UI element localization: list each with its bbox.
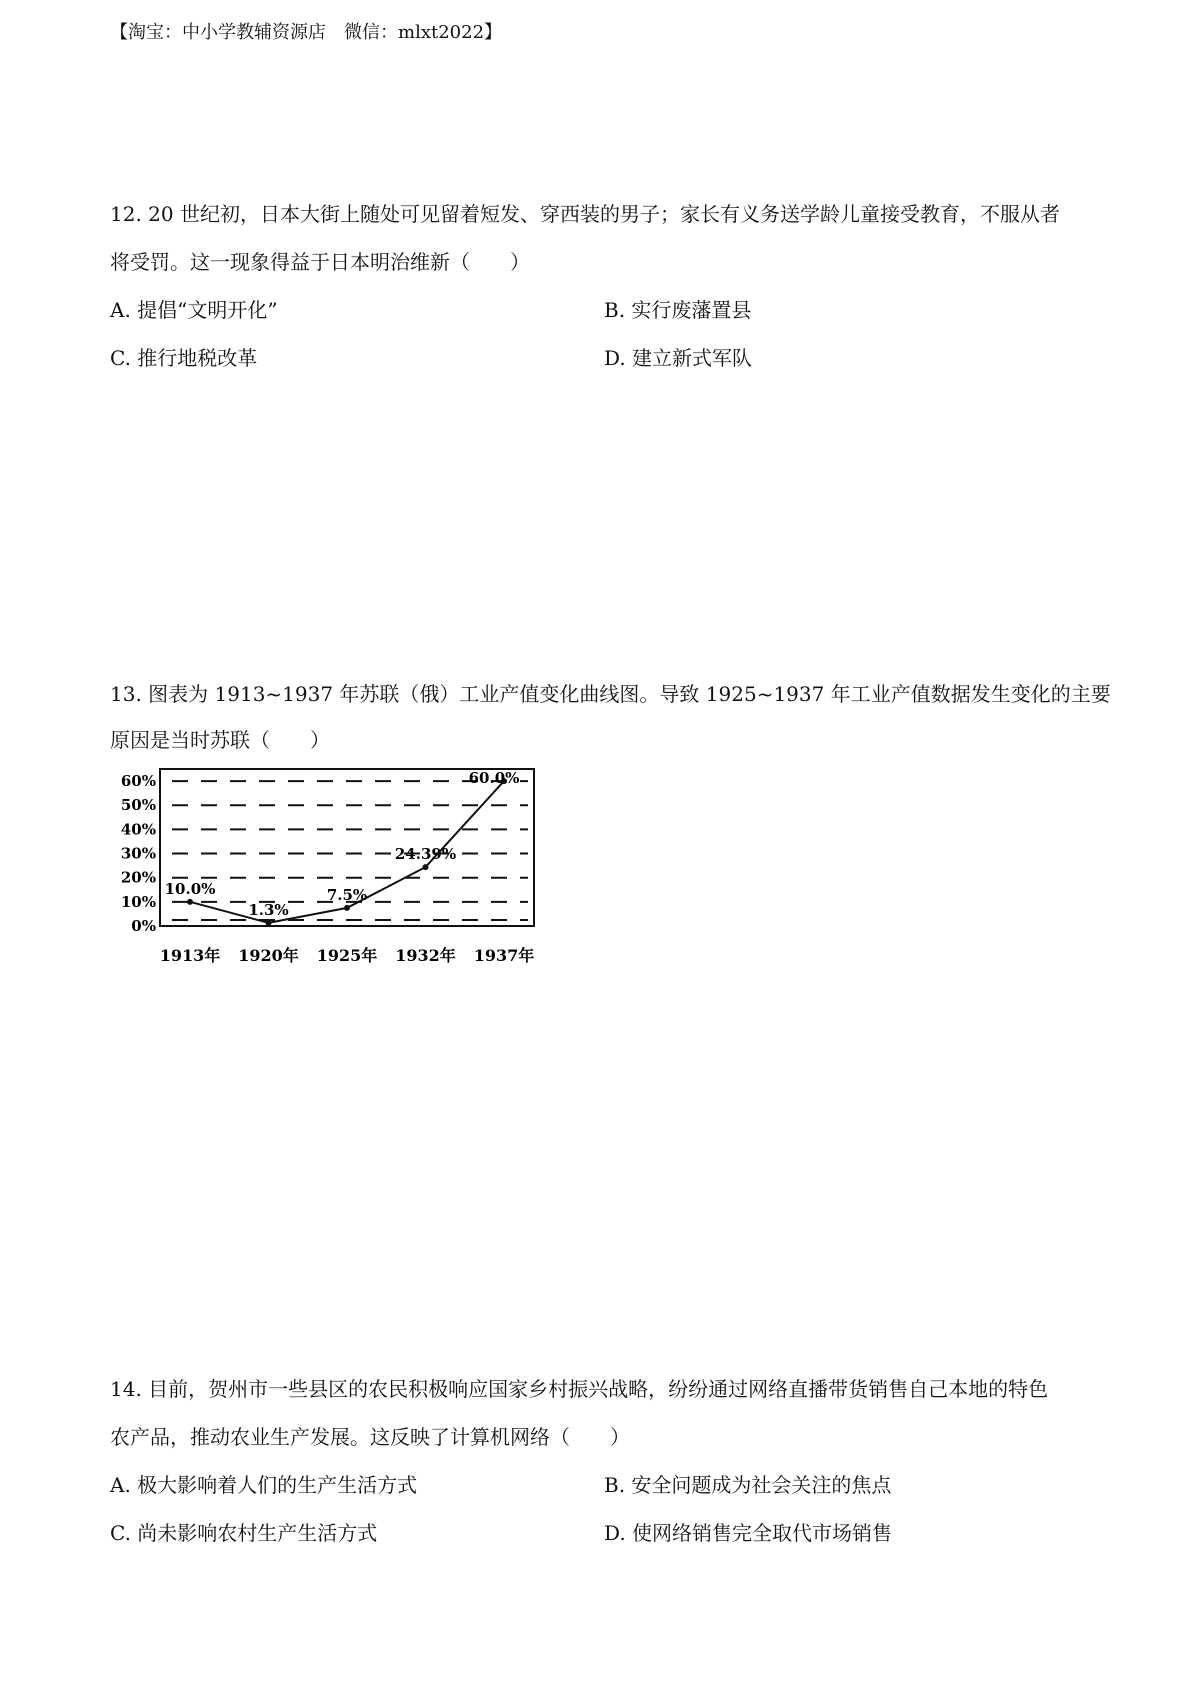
x-tick-label: 1920年 xyxy=(238,946,299,965)
y-tick-label: 20% xyxy=(120,868,156,887)
q12-stem-2: 将受罚。这一现象得益于日本明治维新（ ） xyxy=(110,250,530,274)
q12-option-d[interactable]: D. 建立新式军队 xyxy=(604,346,753,370)
y-tick-label: 10% xyxy=(120,892,156,911)
x-tick-label: 1932年 xyxy=(395,946,456,965)
q14-option-c[interactable]: C. 尚未影响农村生产生活方式 xyxy=(110,1521,378,1545)
industrial-output-chart xyxy=(110,765,550,970)
data-label: 1.3% xyxy=(248,900,289,919)
q14-option-b[interactable]: B. 安全问题成为社会关注的焦点 xyxy=(604,1473,892,1497)
x-tick-label: 1925年 xyxy=(316,946,378,965)
x-tick-label: 1937年 xyxy=(473,946,535,965)
data-point xyxy=(423,864,429,870)
q13-stem-1: 13. 图表为 1913~1937 年苏联（俄）工业产值变化曲线图。导致 1925~1937 年工业产值数据发生变化的主要 xyxy=(110,682,1111,706)
q14-stem-2: 农产品，推动农业生产发展。这反映了计算机网络（ ） xyxy=(110,1425,630,1449)
data-point xyxy=(187,899,193,905)
y-tick-label: 60% xyxy=(120,772,156,791)
y-tick-label: 50% xyxy=(120,796,156,815)
data-point xyxy=(344,905,350,911)
q14-option-d[interactable]: D. 使网络销售完全取代市场销售 xyxy=(604,1521,893,1545)
y-tick-label: 0% xyxy=(131,917,156,935)
q12-option-c[interactable]: C. 推行地税改革 xyxy=(110,346,258,370)
page-header: 【淘宝：中小学教辅资源店 微信：mlxt2022】 xyxy=(110,22,503,43)
y-tick-label: 30% xyxy=(120,844,156,863)
q12-stem-1: 12. 20 世纪初，日本大街上随处可见留着短发、穿西装的男子；家长有义务送学龄儿童接受教育，不服从者 xyxy=(110,202,1060,226)
x-tick-label: 1913年 xyxy=(159,946,221,965)
q12-option-a[interactable]: A. 提倡“文明开化” xyxy=(110,298,278,322)
data-point xyxy=(266,920,272,926)
q14-option-a[interactable]: A. 极大影响着人们的生产生活方式 xyxy=(110,1473,418,1497)
data-label: 7.5% xyxy=(326,885,368,904)
data-label: 10.0% xyxy=(164,879,216,898)
y-tick-label: 40% xyxy=(120,820,156,839)
q13-stem-2: 原因是当时苏联（ ） xyxy=(110,728,330,752)
data-label: 60.0% xyxy=(468,769,520,788)
q14-stem-1: 14. 目前，贺州市一些县区的农民积极响应国家乡村振兴战略，纷纷通过网络直播带货销售自己本地的特色 xyxy=(110,1377,1049,1401)
data-label: 24.39% xyxy=(394,845,457,864)
q12-option-b[interactable]: B. 实行废藩置县 xyxy=(604,298,752,322)
